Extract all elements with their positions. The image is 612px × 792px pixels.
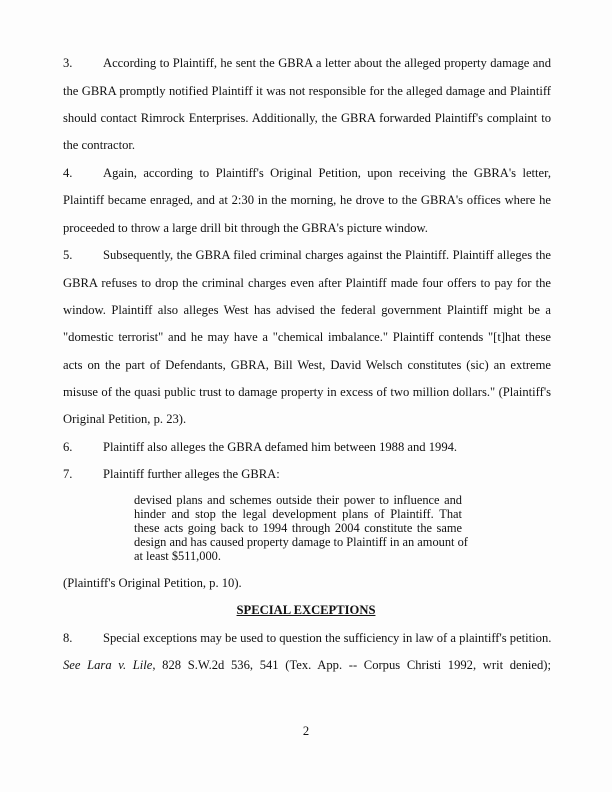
paragraph-text: Again, according to Plaintiff's Original Petition, upon receiving the GBRA's letter, xyxy=(103,166,551,180)
citation-line xyxy=(63,658,551,672)
block-quote-line: these acts going back to 1994 through 2004 constitute the same xyxy=(134,521,462,535)
paragraph-number: 3. xyxy=(63,56,73,70)
page-number: 2 xyxy=(302,724,310,738)
case-citation-detail: , 828 S.W.2d 536, 541 (Tex. App. -- Corpus Christi 1992, writ denied); xyxy=(152,658,551,672)
paragraph-line: Original Petition, p. 23). xyxy=(63,412,187,426)
paragraph-text: Subsequently, the GBRA filed criminal charges against the Plaintiff. Plaintiff alleges the xyxy=(103,248,551,262)
paragraph-number: 4. xyxy=(63,166,73,180)
block-quote-line: at least $511,000. xyxy=(134,549,221,563)
case-citation-name: See Lara v. Lile xyxy=(63,658,153,672)
block-quote-line: hinder and stop the legal development plans of Plaintiff. That xyxy=(134,507,462,521)
paragraph-line: "domestic terrorist" and he may have a "chemical imbalance." Plaintiff contends "[t]hat these xyxy=(63,330,551,344)
paragraph-line: should contact Rimrock Enterprises. Additionally, the GBRA forwarded Plaintiff's complaint to xyxy=(63,111,551,125)
paragraph-number: 6. xyxy=(63,440,73,454)
paragraph-line: proceeded to throw a large drill bit through the GBRA's picture window. xyxy=(63,221,428,235)
paragraph-line: the contractor. xyxy=(63,138,136,152)
paragraph-line: Plaintiff became enraged, and at 2:30 in the morning, he drove to the GBRA's offices where he xyxy=(63,193,551,207)
section-heading: SPECIAL EXCEPTIONS xyxy=(236,603,376,617)
paragraph-number: 5. xyxy=(63,248,73,262)
paragraph-text: Plaintiff further alleges the GBRA: xyxy=(103,467,280,481)
paragraph-text: Special exceptions may be used to question the sufficiency in law of a plaintiff's petition. xyxy=(103,631,552,645)
paragraph-line: GBRA refuses to drop the criminal charges even after Plaintiff made four offers to pay for the xyxy=(63,276,551,290)
paragraph-text: Plaintiff also alleges the GBRA defamed him between 1988 and 1994. xyxy=(103,440,458,454)
quote-citation: (Plaintiff's Original Petition, p. 10). xyxy=(63,576,242,590)
paragraph-line: misuse of the quasi public trust to damage property in excess of two million dollars." (Plaintiff's xyxy=(63,385,551,399)
paragraph-number: 8. xyxy=(63,631,73,645)
paragraph-text: According to Plaintiff, he sent the GBRA a letter about the alleged property damage and xyxy=(103,56,551,70)
block-quote-line: devised plans and schemes outside their power to influence and xyxy=(134,493,462,507)
paragraph-number: 7. xyxy=(63,467,73,481)
paragraph-line: the GBRA promptly notified Plaintiff it was not responsible for the alleged damage and Plaintiff xyxy=(63,84,551,98)
paragraph-line: window. Plaintiff also alleges West has advised the federal government Plaintiff might be a xyxy=(63,303,551,317)
block-quote-line: design and has caused property damage to Plaintiff in an amount of xyxy=(134,535,468,549)
paragraph-line: acts on the part of Defendants, GBRA, Bill West, David Welsch constitutes (sic) an extreme xyxy=(63,358,551,372)
